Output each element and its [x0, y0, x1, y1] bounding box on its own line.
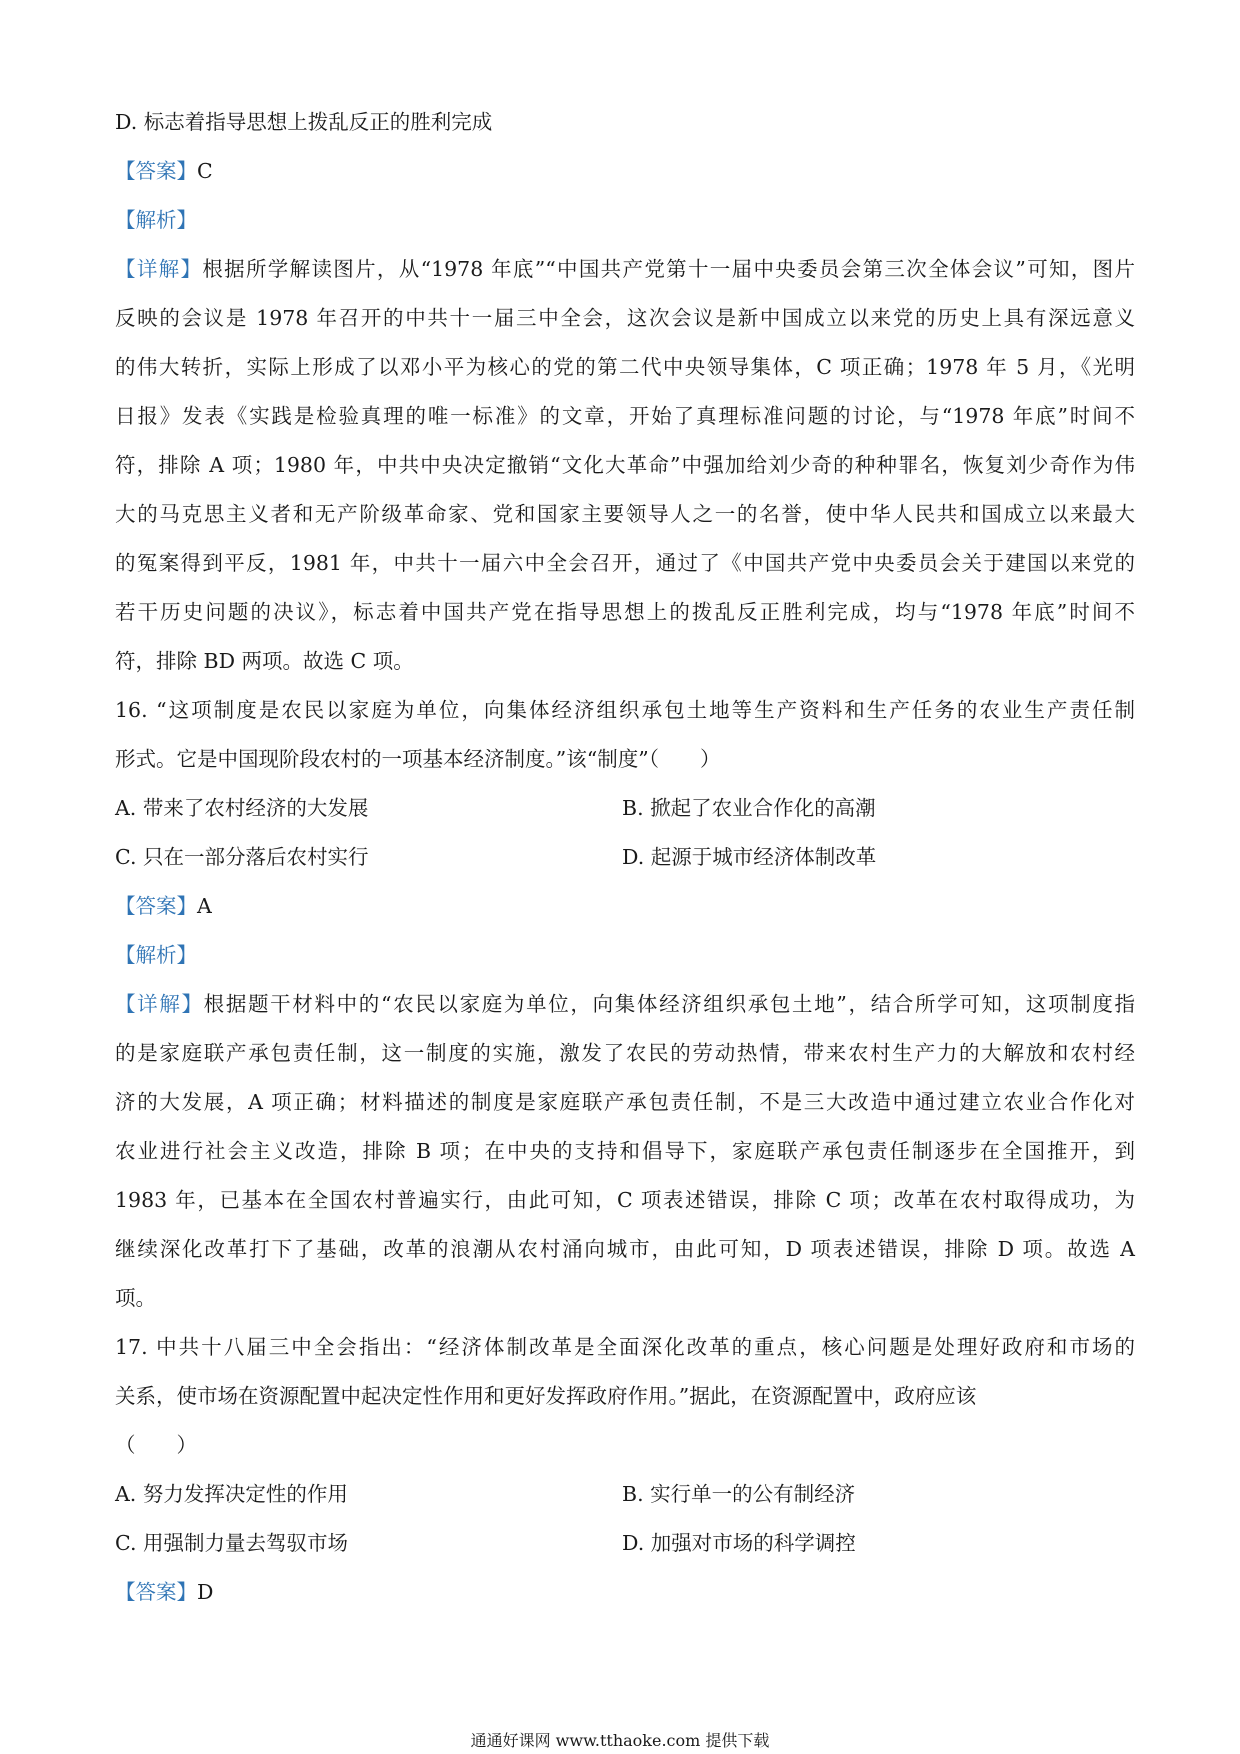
page-content — [115, 98, 1135, 1617]
detail-line: 符，排除 BD 两项。故选 C 项。 — [115, 649, 414, 673]
q17-stem — [115, 1323, 1135, 1470]
detail-tag: 【详解】 — [115, 992, 204, 1016]
answer-value: C — [197, 159, 213, 183]
q17-options-row-1 — [115, 1470, 1135, 1519]
detail-line: 的伟大转折，实际上形成了以邓小平为核心的党的第二代中央领导集体，C 项正确；1978 年 5 月，《光明 — [115, 355, 1135, 379]
q16-detail — [115, 980, 1135, 1323]
q16-option-d: D. 起源于城市经济体制改革 — [622, 845, 877, 869]
q17-answer — [115, 1568, 1135, 1617]
page-footer: 通通好课网 www.tthaoke.com 提供下载 — [470, 1731, 770, 1750]
detail-tag: 【详解】 — [115, 257, 203, 281]
q16-option-c: C. 只在一部分落后农村实行 — [115, 845, 369, 869]
stem-line: （ ） — [115, 1433, 197, 1457]
detail-line: 济的大发展，A 项正确；材料描述的制度是家庭联产承包责任制，不是三大改造中通过建立农业合作化对 — [115, 1090, 1135, 1114]
detail-line: 【详解】根据题干材料中的“农民以家庭为单位，向集体经济组织承包土地”，结合所学可知，这项制度指 — [115, 992, 1135, 1016]
q17-option-b: B. 实行单一的公有制经济 — [622, 1482, 856, 1506]
answer-tag: 【答案】 — [115, 1580, 197, 1604]
detail-line: 日报》发表《实践是检验真理的唯一标准》的文章，开始了真理标准问题的讨论，与“1978 年底”时间不 — [115, 404, 1135, 428]
q17-option-d: D. 加强对市场的科学调控 — [622, 1531, 856, 1555]
detail-line: 大的马克思主义者和无产阶级革命家、党和国家主要领导人之一的名誉，使中华人民共和国成立以来最大 — [115, 502, 1135, 526]
detail-line: 项。 — [115, 1286, 156, 1310]
detail-line: 的冤案得到平反，1981 年，中共十一届六中全会召开，通过了《中国共产党中央委员会关于建国以来党的 — [115, 551, 1135, 575]
stem-line: 形式。它是中国现阶段农村的一项基本经济制度。”该“制度”（ ） — [115, 747, 721, 771]
answer-value: D — [197, 1580, 214, 1604]
detail-line: 继续深化改革打下了基础，改革的浪潮从农村涌向城市，由此可知，D 项表述错误，排除 D 项。故选 A — [115, 1237, 1135, 1261]
q17-option-a: A. 努力发挥决定性的作用 — [115, 1482, 348, 1506]
q17-options-row-2 — [115, 1519, 1135, 1568]
detail-line: 【详解】根据所学解读图片，从“1978 年底”“中国共产党第十一届中央委员会第三次全体会议”可知，图片 — [115, 257, 1136, 281]
detail-line: 反映的会议是 1978 年召开的中共十一届三中全会，这次会议是新中国成立以来党的历史上具有深远意义 — [115, 306, 1135, 330]
q15-option-d: D. 标志着指导思想上拨乱反正的胜利完成 — [115, 110, 493, 134]
q16-options-row-1 — [115, 784, 1135, 833]
q16-analysis-tag: 【解析】 — [115, 943, 197, 967]
q16-answer — [115, 882, 1135, 931]
q16-option-b: B. 掀起了农业合作化的高潮 — [622, 796, 876, 820]
q16-options-row-2 — [115, 833, 1135, 882]
q16-option-a: A. 带来了农村经济的大发展 — [115, 796, 369, 820]
q16-stem — [115, 686, 1135, 784]
stem-line: 17. 中共十八届三中全会指出：“经济体制改革是全面深化改革的重点，核心问题是处理好政府和市场的 — [115, 1335, 1135, 1359]
detail-line: 1983 年，已基本在全国农村普遍实行，由此可知，C 项表述错误，排除 C 项；改革在农村取得成功，为 — [115, 1188, 1135, 1212]
q15-answer — [115, 147, 1135, 196]
detail-line: 符，排除 A 项；1980 年，中共中央决定撤销“文化大革命”中强加给刘少奇的种种罪名，恢复刘少奇作为伟 — [115, 453, 1135, 477]
q17-option-c: C. 用强制力量去驾驭市场 — [115, 1531, 348, 1555]
answer-tag: 【答案】 — [115, 159, 197, 183]
q15-analysis-tag: 【解析】 — [115, 208, 197, 232]
answer-tag: 【答案】 — [115, 894, 197, 918]
detail-line: 若干历史问题的决议》，标志着中国共产党在指导思想上的拨乱反正胜利完成，均与“1978 年底”时间不 — [115, 600, 1135, 624]
answer-value: A — [197, 894, 212, 918]
detail-line: 的是家庭联产承包责任制，这一制度的实施，激发了农民的劳动热情，带来农村生产力的大解放和农村经 — [115, 1041, 1135, 1065]
q15-detail — [115, 245, 1135, 686]
detail-line: 农业进行社会主义改造，排除 B 项；在中央的支持和倡导下，家庭联产承包责任制逐步在全国推开，到 — [115, 1139, 1135, 1163]
stem-line: 关系，使市场在资源配置中起决定性作用和更好发挥政府作用。”据此，在资源配置中，政府应该 — [115, 1384, 977, 1408]
stem-line: 16. “这项制度是农民以家庭为单位，向集体经济组织承包土地等生产资料和生产任务的农业生产责任制 — [115, 698, 1135, 722]
